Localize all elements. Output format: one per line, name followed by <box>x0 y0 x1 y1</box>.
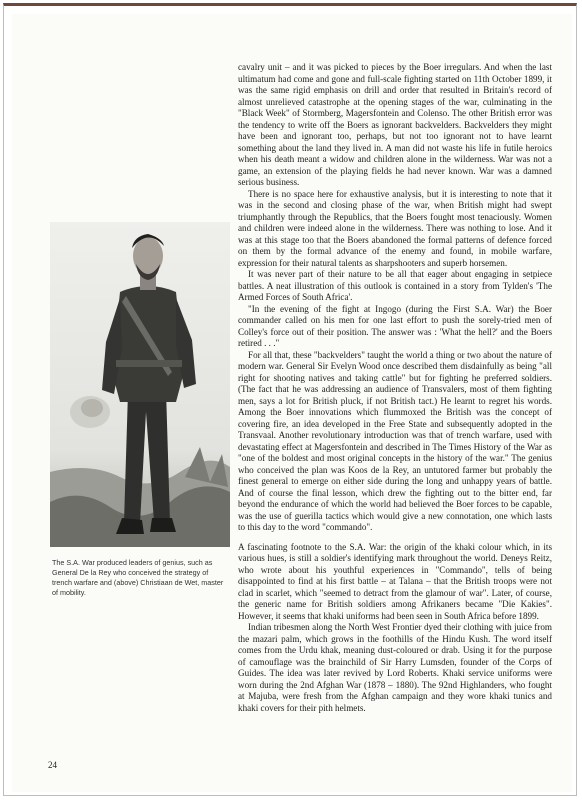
portrait-photo <box>50 222 230 547</box>
paragraph: "In the evening of the fight at Ingogo (during the First S.A. War) the Boer commander called on his men for one last effort to push the sorely-tried men of Colley's force out of their position. The answer was : 'What the hell?' and the Boers retired . . ." <box>238 303 552 348</box>
paragraph: cavalry unit – and it was picked to pieces by the Boer irregulars. And when the last ultimatum had come and gone and full-scale fighting started on 11th October 1899, it was the same rigid emphasis on drill and order that resulted in Britain's record of almost unrelieved catastrophe at the opening stages of the war, culminating in the "Black Week" of Stormberg, Magersfontein and Colenso. The other British error was the tendency to write off the Boers as ignorant backvelders. Backvelders they might have been and ignorant too, perhaps, but not too ignorant not to have learnt something about the land they lived in. A man did not waste his life in futile heroics when his death meant a widow and children alone in the wilderness. War was not a game, an extension of the playing fields he had never known. War was a damned serious business. <box>238 62 552 187</box>
photo-caption: The S.A. War produced leaders of genius, such as General De la Rey who conceived the strategy of trench warfare and (above) Christiaan de Wet, master of mobility. <box>52 558 224 597</box>
paragraph: It was never part of their nature to be all that eager about engaging in setpiece battles. A neat illustration of this outlook is contained in a story from Tylden's 'The Armed Forces of South Africa'. <box>238 269 552 302</box>
paragraph: A fascinating footnote to the S.A. War: the origin of the khaki colour which, in its various hues, is still a soldier's identifying mark throughout the world. Deneys Reitz, who wrote about his youthful experiences in "Commando", tells of being disappointed to find at his first battle – at Talana – that the British troops were not clad in scarlet, which "seemed to detract from the glamour of war". Later, of course, the generic name for British soldiers among Afrikaners became "Die Kakies". However, it seems that khaki uniforms had been seen in South Africa before 1899. <box>238 541 552 621</box>
paragraph: There is no space here for exhaustive analysis, but it is interesting to note that it was in the second and closing phase of the war, when British might had swept triumphantly through the Republics, that the Boers fought most tenaciously. Women and children were indeed alone in the wilderness. There was nothing to lose. And it was at this stage too that the Boers abandoned the formal patterns of defence forced on them by the formal advance of the enemy and found, in mobile warfare, expression for their natural talents as sharpshooters and superb horsemen. <box>238 188 552 268</box>
body-text-column <box>238 62 552 714</box>
paragraph: For all that, these "backvelders" taught the world a thing or two about the nature of modern war. General Sir Evelyn Wood once described them disdainfully as being "all right for shooting natives and taking cattle" but for fighting he preferred soldiers. (The fact that he was addressing an audience of Transvalers, most of them fighting men, says a lot for British pluck, if not British tact.) He learnt to regret his words. Among the Boer innovations which flummoxed the British was the concept of covering fire, an idea developed in the Free State and subsequently adopted in the Transvaal. Another revolutionary introduction was that of trench warfare, used with devastating effect at Magersfontein and described in The Times History of the War as "one of the boldest and most original concepts in the history of the war." The genius who conceived the plan was Koos de la Rey, an untutored farmer but probably the finest general to emerge on either side during the long and unhappy years of battle. And of course the final lesson, which drew the fighting out to the bitter end, far beyond the endurance of which the world had believed the Boer forces to be capable, was the use of guerilla tactics which would give a new connotation, one which lasts to this day to the word "commando". <box>238 349 552 532</box>
page-number: 24 <box>48 760 57 770</box>
paragraph: Indian tribesmen along the North West Frontier dyed their clothing with juice from the mazari palm, which grows in the foothills of the Hindu Kush. The word itself comes from the Urdu khak, meaning dust-coloured or drab. Using it for the purpose of camouflage was the brainchild of Sir Harry Lumsden, founder of the Corps of Guides. The idea was later revived by Lord Roberts. Khaki service uniforms were worn during the 2nd Afghan War (1878 – 1880). The 92nd Highlanders, who fought at Majuba, were fresh from the Afghan campaign and they wore khaki tunics and khaki covers for their pith helmets. <box>238 622 552 713</box>
portrait-illustration <box>50 222 230 547</box>
